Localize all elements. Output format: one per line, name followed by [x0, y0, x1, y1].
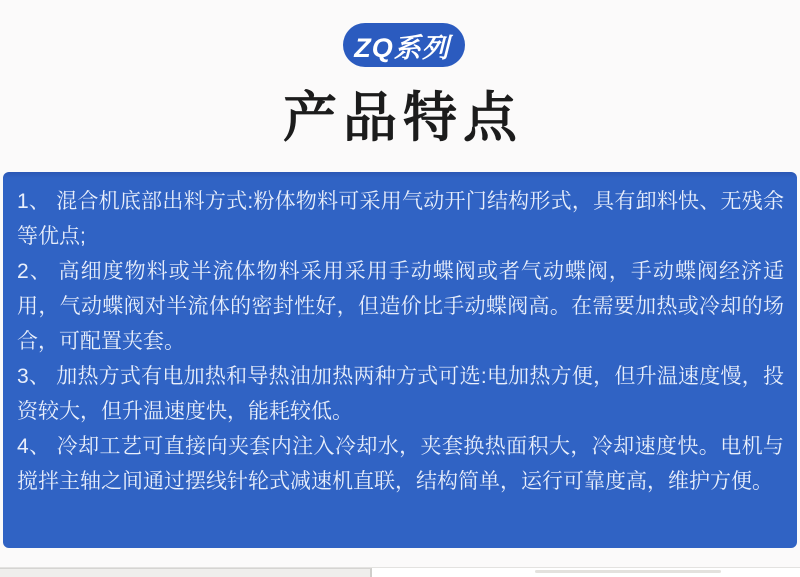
- series-badge: [343, 23, 465, 67]
- feature-item-4: 4、 冷却工艺可直接向夹套内注入冷却水，夹套换热面积大，冷却速度快。电机与搅拌主轴之间通过摆线针轮式减速机直联，结构简单，运行可靠度高，维护方便。: [17, 435, 784, 493]
- section-divider-gap: [0, 548, 800, 568]
- cropped-image-top-edge: [535, 570, 721, 573]
- feature-item-2: 2、 高细度物料或半流体物料采用采用手动蝶阀或者气动蝶阀，手动蝶阀经济适用，气动蝶阀对半流体的密封性好，但造价比手动蝶阀高。在需要加热或冷却的场合，可配置夹套。: [17, 260, 784, 353]
- feature-item-1: 1、 混合机底部出料方式:粉体物料可采用气动开门结构形式，具有卸料快、无残余等优点;: [17, 190, 784, 248]
- page-title: 产品特点: [283, 88, 523, 148]
- series-badge-label: ZQ系列: [354, 32, 450, 63]
- next-section-cropped: [0, 568, 800, 577]
- next-section-left-cell: [0, 568, 372, 577]
- feature-item-3: 3、 加热方式有电加热和导热油加热两种方式可选:电加热方便，但升温速度慢，投资较大，但升温速度快，能耗较低。: [17, 365, 784, 423]
- product-features-panel: [3, 172, 797, 548]
- next-section-right-cell: [372, 568, 800, 577]
